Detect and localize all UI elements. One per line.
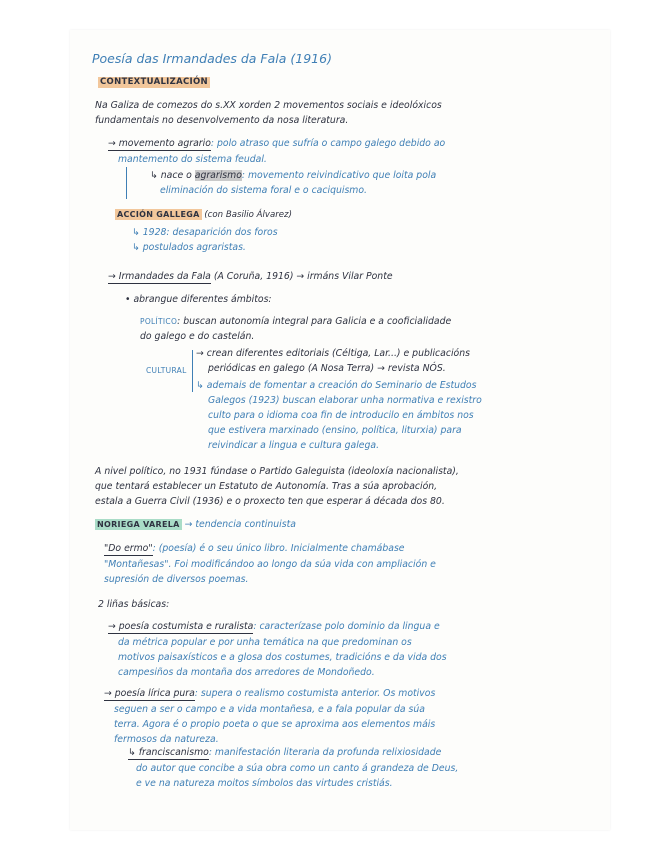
cultural-line-1: → crean diferentes editoriais (Céltiga, Lar...) e publicacións bbox=[196, 348, 470, 359]
franciscanismo-line-3: e ve na natureza moitos símbolos das virtudes cristiás. bbox=[136, 778, 393, 789]
intro-line-1: Na Galiza de comezos do s.XX xorden 2 movementos sociais e ideolóxicos bbox=[95, 100, 442, 111]
agrarismo-text: : movemento reivindicativo que loita pola bbox=[241, 170, 437, 181]
noriega-text: → tendencia continuista bbox=[184, 519, 296, 530]
do-ermo-line-1 bbox=[104, 544, 405, 553]
cultural-line-5: culto para o idioma coa fin de introducilo en ámbitos nos bbox=[208, 410, 474, 421]
politico-paragraph-3: estala a Guerra Civil (1936) e o proxecto ten que esperar á década dos 80. bbox=[95, 496, 445, 507]
page-title: Poesía das Irmandades da Fala (1916) bbox=[92, 51, 332, 66]
lirica-label: → poesía lírica pura bbox=[104, 688, 195, 699]
politico-line-2: do galego e do castelán. bbox=[140, 331, 255, 342]
accion-line bbox=[115, 211, 292, 220]
costumista-line-4: campesiños da montaña dos arredores de Mondoñedo. bbox=[118, 667, 375, 678]
accion-label: ACCIÓN GALLEGA bbox=[117, 210, 200, 219]
linas-basicas: 2 liñas básicas: bbox=[98, 599, 170, 610]
cultural-line-4: Galegos (1923) buscan elaborar unha normativa e rexistro bbox=[208, 395, 482, 406]
agrario-label: → movemento agrario bbox=[108, 138, 211, 149]
agrarismo-term: agrarismo bbox=[194, 170, 242, 181]
irmandades-text: (A Coruña, 1916) → irmáns Vilar Ponte bbox=[213, 271, 393, 282]
agrario-line-2: mantemento do sistema feudal. bbox=[118, 154, 267, 165]
contextualizacion-heading: CONTEXTUALIZACIÓN bbox=[100, 77, 208, 87]
do-ermo-line-3: supresión de diversos poemas. bbox=[104, 574, 249, 585]
agrarismo-line-2: eliminación do sistema foral e o caciquismo. bbox=[160, 185, 367, 196]
cultural-line-2: periódicas en galego (A Nosa Terra) → revista NÓS. bbox=[208, 363, 446, 374]
irmandades-line bbox=[108, 272, 393, 281]
agrarismo-line bbox=[150, 171, 436, 180]
franciscanismo-line-2: do autor que concibe a súa obra como un canto á grandeza de Deus, bbox=[136, 763, 459, 774]
accion-item-2: ↳ postulados agraristas. bbox=[132, 242, 246, 253]
do-ermo-line-2: "Montañesas". Foi modificándoo ao longo da súa vida con ampliación e bbox=[104, 559, 436, 570]
cultural-label: CULTURAL bbox=[146, 366, 187, 375]
franciscanismo-line-1 bbox=[128, 748, 441, 757]
cultural-line-3: ↳ ademais de fomentar a creación do Seminario de Estudos bbox=[196, 380, 477, 391]
cultural-line-7: reivindicar a lingua e cultura galega. bbox=[208, 440, 380, 451]
costumista-line-1 bbox=[108, 622, 440, 631]
lirica-text-1: : supera o realismo costumista anterior. Os motivos bbox=[194, 688, 436, 699]
lirica-line-4: fermosos da natureza. bbox=[114, 734, 219, 745]
do-ermo-title: "Do ermo" bbox=[104, 543, 153, 554]
costumista-text-1: : caracterízase polo dominio da lingua e bbox=[253, 621, 440, 632]
noriega-label: NORIEGA VARELA bbox=[97, 520, 180, 529]
politico-text: : buscan autonomía integral para Galicia e a cooficialidade bbox=[177, 316, 452, 327]
agrario-text: : polo atraso que sufría o campo galego debido ao bbox=[210, 138, 446, 149]
accion-item-1: ↳ 1928: desaparición dos foros bbox=[132, 227, 278, 238]
irmandades-bullet: • abrangue diferentes ámbitos: bbox=[125, 294, 272, 305]
cultural-bracket bbox=[192, 350, 193, 392]
irmandades-label: → Irmandades da Fala bbox=[108, 271, 211, 282]
do-ermo-text-1: : (poesía) é o seu único libro. Inicialmente chamábase bbox=[152, 543, 405, 554]
cultural-line-6: que estivera marxinado (ensino, política, liturxia) para bbox=[208, 425, 462, 436]
politico-label: POLÍTICO bbox=[140, 317, 178, 326]
accion-text: (con Basilio Álvarez) bbox=[204, 210, 292, 220]
politico-paragraph-1: A nivel político, no 1931 fúndase o Partido Galeguista (ideoloxía nacionalista), bbox=[95, 466, 459, 477]
agrario-bracket bbox=[126, 167, 127, 199]
franciscanismo-text-1: : manifestación literaria da profunda relixiosidade bbox=[208, 747, 442, 758]
costumista-line-2: da métrica popular e por unha temática na que predominan os bbox=[118, 637, 412, 648]
lirica-line-2: seguen a ser o campo e a vida montañesa, e a fala popular da súa bbox=[114, 704, 425, 715]
politico-line bbox=[140, 317, 451, 326]
costumista-label: → poesía costumista e ruralista bbox=[108, 621, 254, 632]
lirica-line-3: terra. Agora é o propio poeta o que se aproxima aos elementos máis bbox=[114, 719, 436, 730]
intro-line-2: fundamentais no desenvolvemento da nosa literatura. bbox=[95, 115, 349, 126]
costumista-line-3: motivos paisaxísticos e a glosa dos costumes, tradicións e da vida dos bbox=[118, 652, 447, 663]
politico-paragraph-2: que tentará establecer un Estatuto de Autonomía. Tras a súa aprobación, bbox=[95, 481, 438, 492]
lirica-line-1 bbox=[104, 689, 435, 698]
franciscanismo-label: ↳ franciscanismo bbox=[128, 747, 209, 758]
agrario-line-1 bbox=[108, 139, 445, 148]
noriega-line bbox=[95, 520, 296, 529]
agrarismo-prefix: ↳ nace o bbox=[150, 170, 195, 181]
